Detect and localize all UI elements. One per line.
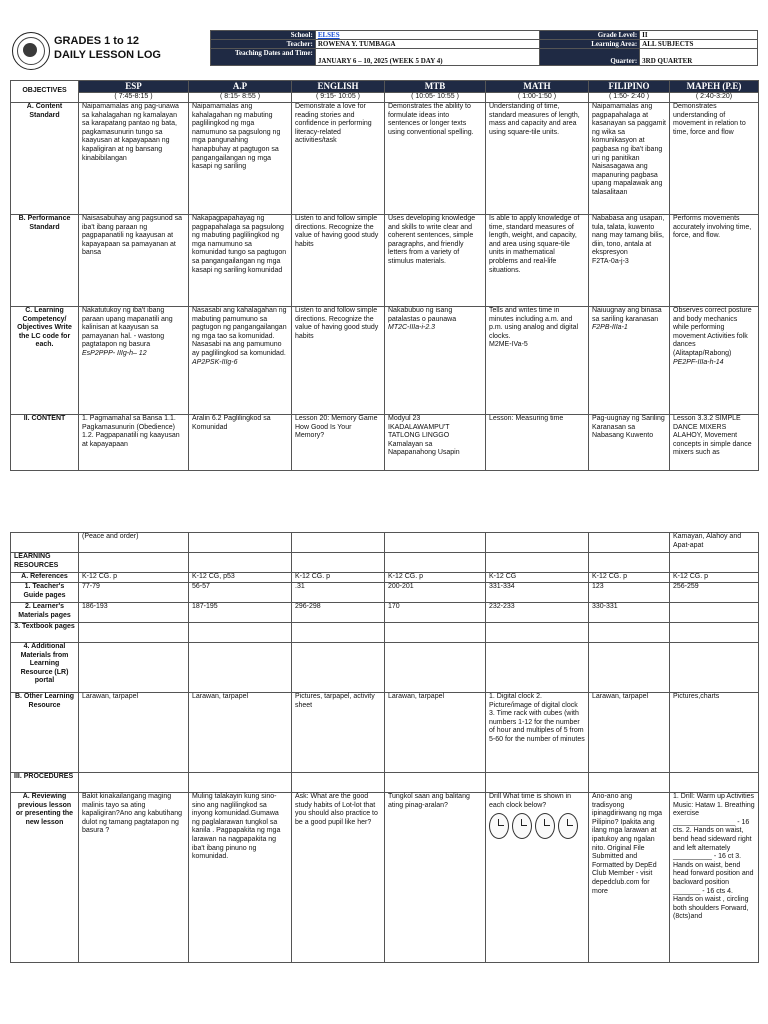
document-title [54,34,161,62]
title-line-1: GRADES 1 to 12 [54,35,139,47]
table-cell [486,553,589,573]
table-cell [589,533,670,553]
teacher-value: ROWENA Y. TUMBAGA [315,40,540,49]
clock-icon [558,813,578,839]
analog-clocks [489,813,585,839]
table-cell [589,215,670,307]
table-cell: Understanding of time, standard measures of length, mass and capacity and area using square-tile units. [486,103,589,215]
table-cell: Kamayan, Alahoy and Apat-apat [670,533,759,553]
table-cell: Modyul 23 IKADALAWAMPU'T TATLONG LINGGO Kamalayan sa Napapanahong Usapin [385,415,486,471]
row-label-learning-competency: C. Learning Competency/ Objectives Write the LC code for each. [11,307,79,415]
lc-code: AP2PSK-IIIg-6 [192,358,238,366]
table-cell [79,307,189,415]
table-cell: .31 [292,583,385,603]
table-cell: 232-233 [486,603,589,623]
table-cell: Bakit kinakailangang maging malinis tayo sa ating kapaligiran?Ano ang kabutihang dulot ng tamang pagtatapon ng basura ? [79,793,189,963]
dates-value: JANUARY 6 – 10, 2025 (WEEK 5 DAY 4) [315,49,540,66]
lc-code: PE2PF-IIIa-h-14 [673,358,724,366]
lesson-table-top [10,80,759,471]
table-cell [385,773,486,793]
table-cell [486,643,589,693]
table-cell [385,553,486,573]
table-cell [189,553,292,573]
table-cell: Demonstrate a love for reading stories and confidence in performing literacy-related activities/task [292,103,385,215]
cell-text: Observes correct posture and body mechanics while performing movement Activities folk dances (Alitaptap/Rabong) [673,307,752,357]
subject-header-filipino: FILIPINO [589,81,670,93]
table-cell [670,603,759,623]
table-cell: 256-259 [670,583,759,603]
table-cell [670,307,759,415]
table-cell [79,553,189,573]
row-label-teachers-guide: 1. Teacher's Guide pages [11,583,79,603]
table-cell [11,533,79,553]
subject-header-mapeh: MAPEH (P.E) [670,81,759,93]
lc-code: EsP2PPP- IIIg-h– 12 [82,349,147,357]
table-cell: Ask: What are the good study habits of Lot-lot that you should also practice to be a good pupil like her? [292,793,385,963]
table-cell [589,553,670,573]
row-label-content: II. CONTENT [11,415,79,471]
table-cell [189,643,292,693]
table-cell: 187-195 [189,603,292,623]
table-cell: K-12 CG, p53 [189,573,292,583]
row-label-references: A. References [11,573,79,583]
subject-header-math: MATH [486,81,589,93]
cell-text: Nakabubuo ng isang patalastas o paunawa [388,307,457,323]
table-cell: 1. Pagmamahal sa Bansa 1.1. Pagkamasunurin (Obedience) 1.2. Pagpapanatili ng kaayusan at kapayapaan [79,415,189,471]
clock-icon [489,813,509,839]
table-cell [486,793,589,963]
table-cell: Ano-ano ang tradisyong ipinagdiriwang ng mga Pilipino? Ipakita ang ilang mga larawan at ipatukoy ang ngalan nito. Original File Submitted and Formatted by DepEd Club Member - visit depedclub.com for more [589,793,670,963]
table-cell: K-12 CG. p [589,573,670,583]
table-cell: 330-331 [589,603,670,623]
clock-icon [535,813,555,839]
deped-seal-icon [12,32,50,70]
area-value: ALL SUBJECTS [640,40,758,49]
subject-time: ( 8:15- 8:55 ) [189,93,292,103]
table-cell: Muling talakayin kung sino-sino ang naglilingkod sa inyong komunidad.Gumawa ng paglalarawan tungkol sa kanila . Pagpapakita ng mga larawan na nagpapakita ng iba't ibang pinuno ng komunidad. [189,793,292,963]
table-cell [385,307,486,415]
lesson-table-bottom [10,532,759,963]
row-label-learners-materials: 2. Learner's Materials pages [11,603,79,623]
table-cell: 56-57 [189,583,292,603]
table-cell: Naipamamalas ang pag-unawa sa kahalagahan ng kamalayan sa karapatang pantao ng bata, pagkamasunurin tungo sa kaayusan at kapayapaan ng kapaligiran at ng bansang kinabibilangan [79,103,189,215]
table-cell: 170 [385,603,486,623]
table-cell: K-12 CG [486,573,589,583]
table-cell: Tungkol saan ang balitang ating pinag-aralan? [385,793,486,963]
cell-text: Drill What time is shown in each clock below? [489,793,572,809]
school-value[interactable]: ELSES [315,31,540,40]
cell-text: Nasasabi ang kahalagahan ng mabuting pamumuno sa pagtugon ng pangangailangan ng mga tao sa komunidad. Nasasabi na ang pamumuno ay paglilingkod sa komunidad. [192,307,287,357]
table-cell [486,307,589,415]
table-cell [189,623,292,643]
row-label-content-standard: A. Content Standard [11,103,79,215]
table-cell: Naisasabuhay ang pagsunod sa iba't ibang paraan ng pagpapanatili ng kaayusan at kapayapaan sa pamayanan at bansa [79,215,189,307]
row-label-additional-materials: 4. Additional Materials from Learning Resource (LR) portal [11,643,79,693]
table-cell [385,623,486,643]
subject-header-mtb: MTB [385,81,486,93]
table-cell: Larawan, tarpapel [385,693,486,773]
table-cell: 296-298 [292,603,385,623]
table-cell [292,553,385,573]
table-cell: K-12 CG. p [79,573,189,583]
row-label-learning-resources: LEARNING RESOURCES [11,553,79,573]
grade-label: Grade Level: [540,31,640,40]
table-cell [189,533,292,553]
subject-time: ( 2:40-3:20) [670,93,759,103]
table-cell: 200-201 [385,583,486,603]
table-cell: (Peace and order) [79,533,189,553]
table-cell [589,643,670,693]
table-cell: Uses developing knowledge and skills to write clear and coherent sentences, simple paragraphs, and friendly letters from a variety of stimulus materials. [385,215,486,307]
table-cell: 77-79 [79,583,189,603]
table-cell: K-12 CG. p [385,573,486,583]
table-cell: Larawan, tarpapel [189,693,292,773]
table-cell [292,623,385,643]
table-cell [189,307,292,415]
teacher-label: Teacher: [211,40,316,49]
school-label: School: [211,31,316,40]
subject-time: ( 1:50- 2:40 ) [589,93,670,103]
lc-code: F2PB-IIIa-1 [592,324,628,332]
table-cell [486,773,589,793]
table-cell: Naipamamalas ang pagpapahalaga at kasanayan sa paggamit ng wika sa komunikasyon at pagbasa ng iba't ibang uri ng panitikan Naisasagawa ang mapanuring pagbasa upang mapalawak ang talasalitaan [589,103,670,215]
table-cell: Lesson: Measuring time [486,415,589,471]
objectives-label: OBJECTIVES [11,81,79,103]
cell-text: Naiuugnay ang binasa sa sariling karanasan [592,307,662,323]
quarter-value: 3RD QUARTER [640,49,758,66]
table-cell: Pictures,charts [670,693,759,773]
lc-code: MT2C-IIIa-i-2.3 [388,324,436,332]
table-cell [486,533,589,553]
table-cell: 331-334 [486,583,589,603]
table-cell: Is able to apply knowledge of time, standard measures of length, weight, and capacity, and area using square-tile units in mathematical problems and real-life situations. [486,215,589,307]
table-cell: Larawan, tarpapel [79,693,189,773]
table-cell [79,623,189,643]
table-cell [670,773,759,793]
subject-time: ( 10:05- 10:55 ) [385,93,486,103]
table-cell: K-12 CG. p [670,573,759,583]
dates-label: Teaching Dates and Time: [211,49,316,66]
table-cell [589,773,670,793]
table-cell [292,773,385,793]
table-cell [486,623,589,643]
area-label: Learning Area: [540,40,640,49]
table-cell: 1. Drill: Warm up Activities Music: Hataw 1. Breathing exercise ________________ - 16 cts. 2. Hands on waist, bend head sideward right and left alternately __________ - 16 ct 3. Hands on waist, bend head forward position and backward position _______ - 16 cts 4. Hands on waist , circling both shoulders Forward,(8cts)and [670,793,759,963]
table-cell: Listen to and follow simple directions. Recognize the value of having good study habits [292,215,385,307]
table-cell [79,643,189,693]
table-cell [385,643,486,693]
lc-code: M2ME-IVa-5 [489,341,528,349]
table-cell: Nakapagpapahayag ng pagpapahalaga sa pagsulong ng mabuting paglilingkod ng mga namumuno sa komunidad tungo sa pagtugon sa pangangailangan ng mga kasapi ng sariling komunidad [189,215,292,307]
table-cell [292,533,385,553]
table-cell: Demonstrates understanding of movement in relation to time, force and flow [670,103,759,215]
table-cell: 1. Digital clock 2. Picture/image of digital clock 3. Time rack with cubes (with numbers 1-12 for the number of hour and multiples of 5 from 5-60 for the number of minutes [486,693,589,773]
row-label-reviewing: A. Reviewing previous lesson or presenting the new lesson [11,793,79,963]
table-cell [589,623,670,643]
table-cell: Naipamamalas ang kahalagahan ng mabuting paglilingkod ng mga namumuno sa pagsulong ng mga pangunahing hanapbuhay at pagtugon sa pangangailangan ng mga kasapi ng sariling [189,103,292,215]
table-cell [292,643,385,693]
table-cell [670,553,759,573]
table-cell: Aralin 6.2 Paglilingkod sa Komunidad [189,415,292,471]
table-cell: 123 [589,583,670,603]
row-label-textbook-pages: 3. Textbook pages [11,623,79,643]
cell-text: Nababasa ang usapan, tula, talata, kuwento nang may tamang bilis, diin, tono, antala at ekspresyon [592,215,665,257]
table-cell: Listen to and follow simple directions. Recognize the value of having good study habits [292,307,385,415]
cell-text: Nakatutukoy ng iba't ibang paraan upang mapanatili ang kalinisan at kaayusan sa pamayanan hal. - wastong pagtatapon ng basura [82,307,173,349]
table-cell: Pictures, tarpapel, activity sheet [292,693,385,773]
lc-code: F2TA-0a-j-3 [592,257,629,265]
subject-header-english: ENGLISH [292,81,385,93]
header-info-table [210,30,758,66]
table-cell: Lesson 20: Memory Game How Good Is Your Memory? [292,415,385,471]
subject-time: ( 7:45-8:15 ) [79,93,189,103]
cell-text: Tells and writes time in minutes including a.m. and p.m. using analog and digital clocks. [489,307,579,340]
table-cell: Larawan, tarpapel [589,693,670,773]
subject-time: ( 1:00-1:50 ) [486,93,589,103]
table-cell [385,533,486,553]
table-cell: Pag-uugnay ng Sariling Karanasan sa Nabasang Kuwento [589,415,670,471]
table-cell [79,773,189,793]
row-label-performance-standard: B. Performance Standard [11,215,79,307]
clock-icon [512,813,532,839]
table-cell: K-12 CG. p [292,573,385,583]
subject-header-esp: ESP [79,81,189,93]
table-cell: Performs movements accurately involving time, force, and flow. [670,215,759,307]
title-line-2: DAILY LESSON LOG [54,49,161,61]
row-label-procedures: III. PROCEDURES [11,773,79,793]
table-cell: Lesson 3.3.2 SIMPLE DANCE MIXERS ALAHOY, Movement concepts in simple dance mixers such as [670,415,759,471]
subject-time: ( 9:15- 10:05 ) [292,93,385,103]
table-cell: Demonstrates the ability to formulate ideas into sentences or longer texts using conventional spelling. [385,103,486,215]
table-cell [189,773,292,793]
grade-value: II [640,31,758,40]
table-cell: 186-193 [79,603,189,623]
subject-header-ap: A.P [189,81,292,93]
table-cell [670,623,759,643]
table-cell [589,307,670,415]
row-label-other-resource: B. Other Learning Resource [11,693,79,773]
quarter-label: Quarter: [540,49,640,66]
table-cell [670,643,759,693]
